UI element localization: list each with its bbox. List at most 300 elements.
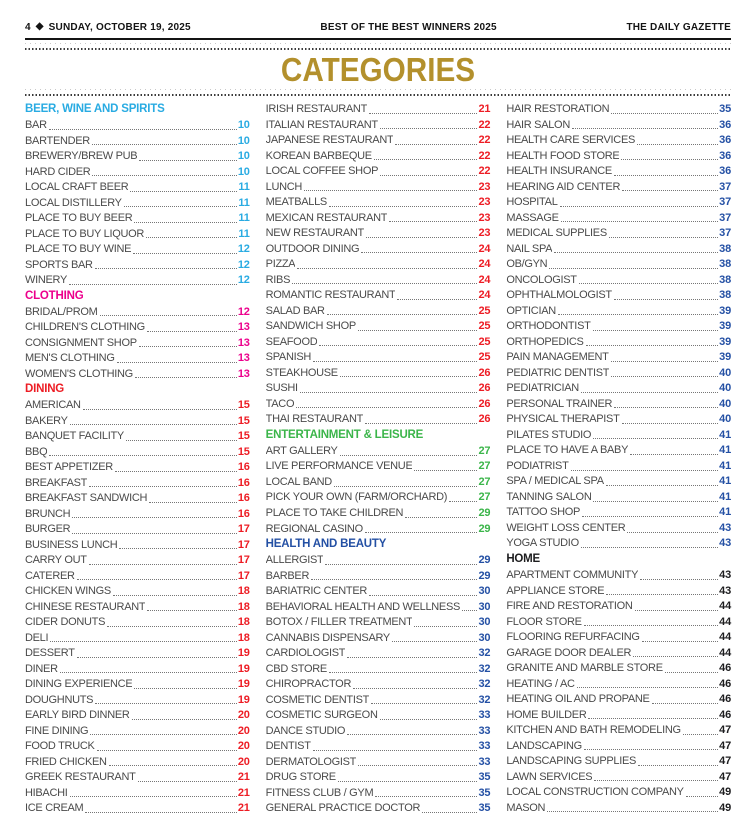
entry-label: WOMEN'S CLOTHING [25, 367, 133, 380]
index-entry [506, 181, 731, 194]
index-entry [506, 274, 731, 287]
dot-leader [72, 517, 237, 518]
entry-page-number: 41 [719, 475, 731, 488]
dot-leader [635, 610, 719, 611]
entry-page-number: 43 [719, 584, 731, 597]
entry-label: BURGER [25, 523, 71, 536]
entry-label: HEARING AID CENTER [506, 180, 621, 193]
entry-label: BBQ [25, 445, 48, 458]
dot-leader [593, 501, 718, 502]
index-entry [266, 382, 491, 395]
entry-label: CHICKEN WINGS [25, 585, 111, 598]
entry-page-number: 40 [719, 413, 731, 426]
page-title: CATEGORIES [280, 51, 476, 88]
index-entry [25, 647, 250, 660]
entry-page-number: 15 [237, 399, 250, 412]
entry-label: LOCAL BAND [265, 475, 332, 488]
index-entry [266, 212, 491, 225]
entry-page-number: 16 [237, 507, 250, 520]
index-entry [266, 413, 491, 426]
entry-page-number: 30 [478, 600, 491, 613]
index-entry [506, 258, 731, 271]
entry-label: GRANITE AND MARBLE STORE [506, 662, 663, 675]
entry-page-number: 40 [719, 366, 731, 379]
dot-leader [117, 362, 237, 363]
entry-page-number: 12 [237, 274, 250, 287]
entry-label: FITNESS CLUB / GYM [265, 786, 374, 799]
entry-label: ALLERGIST [265, 554, 324, 567]
index-entry [25, 756, 250, 769]
entry-page-number: 27 [478, 444, 491, 457]
index-entry [506, 212, 731, 225]
dot-leader [107, 626, 237, 627]
entry-label: PHYSICAL THERAPIST [506, 413, 620, 426]
entry-page-number: 11 [238, 181, 250, 194]
entry-page-number: 21 [237, 771, 250, 784]
entry-label: HARD CIDER [25, 165, 91, 178]
entry-page-number: 47 [719, 770, 731, 783]
entry-page-number: 30 [478, 585, 491, 598]
dot-leader [49, 129, 237, 130]
entry-label: SPANISH [265, 351, 312, 364]
entry-page-number: 38 [719, 258, 731, 271]
dot-leader [380, 128, 478, 129]
entry-label: PEDIATRIC DENTIST [506, 366, 610, 379]
dot-leader [311, 579, 477, 580]
index-entry [25, 678, 250, 691]
dot-leader [329, 672, 478, 673]
dot-leader [622, 190, 718, 191]
dot-leader [92, 175, 236, 176]
entry-page-number: 11 [238, 212, 250, 225]
dot-leader [606, 594, 718, 595]
dot-leader [147, 331, 237, 332]
entry-page-number: 29 [478, 506, 491, 519]
index-entry [266, 523, 491, 536]
entry-page-number: 30 [478, 631, 491, 644]
entry-page-number: 13 [237, 336, 250, 349]
dot-leader [549, 268, 718, 269]
index-entry [266, 398, 491, 411]
entry-label: BAKERY [25, 414, 68, 427]
dot-leader [304, 190, 477, 191]
dot-leader [139, 346, 237, 347]
dot-leader [462, 610, 477, 611]
dot-leader [584, 749, 718, 750]
entry-page-number: 17 [237, 554, 250, 567]
dot-leader [594, 780, 718, 781]
index-column-2 [266, 103, 491, 815]
index-entry [266, 771, 491, 784]
edition-title: BEST OF THE BEST WINNERS 2025 [320, 22, 497, 33]
index-entry [25, 492, 250, 505]
entry-label: RIBS [265, 273, 291, 286]
index-entry [25, 135, 250, 148]
index-entry [25, 771, 250, 784]
entry-label: FRIED CHICKEN [25, 755, 107, 768]
entry-label: HIBACHI [25, 786, 68, 799]
entry-label: MEATBALLS [265, 196, 327, 209]
entry-label: FLOOR STORE [506, 615, 582, 628]
dot-leader [109, 765, 237, 766]
entry-label: CBD STORE [265, 662, 327, 675]
entry-page-number: 27 [478, 460, 491, 473]
entry-page-number: 33 [478, 709, 491, 722]
dot-leader [353, 688, 477, 689]
index-column-3 [506, 103, 731, 815]
index-entry [25, 570, 250, 583]
index-entry [25, 632, 250, 645]
entry-label: LOCAL CRAFT BEER [25, 181, 129, 194]
entry-page-number: 19 [237, 662, 250, 675]
index-entry [25, 274, 250, 287]
entry-page-number: 37 [719, 196, 731, 209]
index-entry [506, 134, 731, 147]
index-entry [25, 477, 250, 490]
entry-label: PLACE TO BUY BEER [25, 212, 133, 225]
entry-label: DERMATOLOGIST [265, 755, 357, 768]
index-entry [266, 585, 491, 598]
entry-label: PIZZA [265, 258, 296, 271]
entry-page-number: 24 [478, 242, 491, 255]
dot-leader [637, 144, 718, 145]
entry-label: SPORTS BAR [25, 258, 93, 271]
entry-page-number: 44 [719, 646, 731, 659]
section-header: ENTERTAINMENT & LEISURE [265, 428, 424, 441]
dot-leader [49, 455, 236, 456]
dot-leader [581, 392, 718, 393]
entry-page-number: 35 [478, 786, 491, 799]
dot-leader [571, 470, 719, 471]
entry-page-number: 39 [719, 335, 731, 348]
index-entry [506, 367, 731, 380]
entry-label: HEALTH FOOD STORE [506, 149, 620, 162]
index-entry [266, 663, 491, 676]
entry-page-number: 38 [719, 289, 731, 302]
index-entry [506, 413, 731, 426]
entry-label: APARTMENT COMMUNITY [506, 569, 639, 582]
dot-leader [558, 314, 718, 315]
entry-label: CIDER DONUTS [25, 616, 106, 629]
dot-leader [100, 315, 237, 316]
dot-leader [611, 361, 719, 362]
index-entry [25, 709, 250, 722]
entry-label: LOCAL CONSTRUCTION COMPANY [506, 786, 684, 799]
entry-page-number: 33 [478, 724, 491, 737]
index-entry [25, 337, 250, 350]
index-entry [266, 196, 491, 209]
index-entry [266, 601, 491, 614]
entry-page-number: 23 [478, 211, 491, 224]
entry-label: DRUG STORE [265, 771, 336, 784]
dot-leader [665, 672, 718, 673]
entry-page-number: 41 [719, 428, 731, 441]
entry-page-number: 12 [237, 258, 250, 271]
dot-leader [319, 345, 477, 346]
entry-page-number: 36 [719, 134, 731, 147]
dot-leader [296, 407, 477, 408]
entry-page-number: 19 [237, 647, 250, 660]
dot-leader [139, 160, 236, 161]
entry-page-number: 24 [478, 289, 491, 302]
dot-leader [72, 533, 237, 534]
dot-leader [380, 719, 478, 720]
entry-page-number: 10 [237, 165, 250, 178]
dot-leader [611, 376, 718, 377]
index-entry [506, 196, 731, 209]
entry-page-number: 29 [478, 569, 491, 582]
entry-label: WEIGHT LOSS CENTER [506, 521, 626, 534]
entry-page-number: 39 [719, 351, 731, 364]
dot-leader [347, 734, 477, 735]
index-entry [25, 508, 250, 521]
entry-page-number: 36 [719, 118, 731, 131]
index-entry [506, 740, 731, 753]
index-entry [25, 166, 250, 179]
entry-page-number: 29 [478, 522, 491, 535]
dot-leader [313, 750, 478, 751]
entry-page-number: 17 [237, 523, 250, 536]
page-number: 4 [25, 22, 31, 33]
entry-label: BREWERY/BREW PUB [25, 150, 138, 163]
index-entry [266, 756, 491, 769]
dot-leader [614, 299, 718, 300]
index-entry [266, 181, 491, 194]
entry-label: COSMETIC DENTIST [265, 693, 370, 706]
entry-label: PLACE TO BUY WINE [25, 243, 132, 256]
entry-page-number: 41 [719, 506, 731, 519]
entry-page-number: 49 [719, 801, 731, 814]
entry-label: BANQUET FACILITY [25, 430, 124, 443]
index-entry [266, 694, 491, 707]
index-entry [266, 678, 491, 691]
entry-label: CANNABIS DISPENSARY [265, 631, 390, 644]
index-entry [506, 506, 731, 519]
dot-leader [638, 765, 718, 766]
entry-label: REGIONAL CASINO [265, 522, 363, 535]
entry-label: GREEK RESTAURANT [25, 771, 136, 784]
index-entry [506, 398, 731, 411]
index-entry [25, 415, 250, 428]
dot-leader [371, 703, 477, 704]
index-entry [25, 259, 250, 272]
entry-page-number: 12 [237, 243, 250, 256]
index-entry [506, 693, 731, 706]
index-entry [506, 585, 731, 598]
index-entry [266, 258, 491, 271]
entry-label: TACO [265, 397, 295, 410]
dot-leader [414, 470, 477, 471]
index-entry [266, 320, 491, 333]
entry-label: SALAD BAR [265, 304, 325, 317]
entry-label: HEALTH INSURANCE [506, 165, 612, 178]
entry-label: CHINESE RESTAURANT [25, 600, 146, 613]
dot-leader [652, 703, 719, 704]
dot-leader [577, 687, 719, 688]
entry-page-number: 17 [237, 569, 250, 582]
entry-page-number: 17 [237, 538, 250, 551]
dot-leader [582, 516, 718, 517]
entry-label: CARRY OUT [25, 554, 87, 567]
entry-page-number: 11 [238, 196, 250, 209]
dot-leader [60, 672, 237, 673]
dot-leader [611, 113, 718, 114]
index-entry [266, 351, 491, 364]
entry-label: PLACE TO HAVE A BABY [506, 444, 629, 457]
entry-page-number: 43 [719, 521, 731, 534]
dot-leader [633, 656, 718, 657]
entry-page-number: 33 [478, 755, 491, 768]
entry-page-number: 24 [478, 273, 491, 286]
index-entry [266, 725, 491, 738]
dot-leader [77, 657, 237, 658]
entry-page-number: 37 [719, 180, 731, 193]
entry-label: DINER [25, 662, 58, 675]
index-entry [266, 632, 491, 645]
decorative-rule-bottom [25, 89, 731, 96]
dot-leader [338, 781, 478, 782]
entry-label: OPHTHALMOLOGIST [506, 289, 612, 302]
index-entry [266, 802, 491, 815]
dot-leader [366, 237, 478, 238]
entry-page-number: 22 [478, 165, 491, 178]
entry-label: MEN'S CLOTHING [25, 352, 115, 365]
index-entry [266, 445, 491, 458]
entry-label: ART GALLERY [265, 444, 338, 457]
index-entry [506, 522, 731, 535]
index-entry [266, 134, 491, 147]
entry-page-number: 44 [719, 631, 731, 644]
entry-label: BUSINESS LUNCH [25, 538, 118, 551]
entry-label: OPTICIAN [506, 304, 556, 317]
index-entry [25, 306, 250, 319]
index-entry [506, 150, 731, 163]
entry-page-number: 43 [719, 537, 731, 550]
entry-label: HEATING OIL AND PROPANE [506, 693, 650, 706]
entry-page-number: 46 [719, 693, 731, 706]
index-entry [506, 631, 731, 644]
entry-page-number: 24 [478, 258, 491, 271]
dot-leader [593, 438, 718, 439]
entry-label: SANDWICH SHOP [265, 320, 356, 333]
entry-label: TANNING SALON [506, 490, 592, 503]
entry-page-number: 13 [237, 367, 250, 380]
entry-label: DENTIST [265, 740, 311, 753]
entry-label: ORTHODONTIST [506, 320, 591, 333]
index-entry [25, 802, 250, 815]
dot-leader [369, 113, 477, 114]
entry-label: ROMANTIC RESTAURANT [265, 289, 396, 302]
section-header: HOME [506, 552, 541, 565]
index-entry [506, 103, 731, 116]
index-entry [506, 382, 731, 395]
entry-page-number: 20 [237, 724, 250, 737]
entry-page-number: 32 [478, 693, 491, 706]
dot-leader [414, 626, 477, 627]
entry-label: APPLIANCE STORE [506, 584, 605, 597]
index-entry [266, 103, 491, 116]
dot-leader [313, 361, 477, 362]
entry-label: BRUNCH [25, 507, 71, 520]
entry-page-number: 44 [719, 600, 731, 613]
entry-label: PICK YOUR OWN (FARM/ORCHARD) [265, 491, 448, 504]
dot-leader [115, 471, 237, 472]
entry-page-number: 18 [237, 585, 250, 598]
dot-leader [614, 175, 718, 176]
dot-leader [90, 734, 237, 735]
entry-label: KOREAN BARBEQUE [265, 149, 372, 162]
index-entry [25, 539, 250, 552]
index-entry [506, 709, 731, 722]
diamond-icon: ◆ [35, 21, 44, 32]
entry-page-number: 16 [237, 492, 250, 505]
entry-label: HOSPITAL [506, 196, 558, 209]
dot-leader [329, 206, 478, 207]
dot-leader [95, 268, 237, 269]
dot-leader [83, 409, 237, 410]
entry-page-number: 36 [719, 165, 731, 178]
entry-page-number: 18 [237, 631, 250, 644]
dot-leader [70, 424, 237, 425]
dot-leader [380, 175, 477, 176]
dot-leader [630, 454, 718, 455]
entry-label: SPA / MEDICAL SPA [506, 475, 604, 488]
entry-page-number: 15 [237, 445, 250, 458]
entry-page-number: 46 [719, 662, 731, 675]
entry-label: DOUGHNUTS [25, 693, 94, 706]
entry-label: KITCHEN AND BATH REMODELING [506, 724, 681, 737]
dot-leader [609, 237, 718, 238]
dot-leader [97, 750, 237, 751]
dot-leader [572, 128, 718, 129]
dot-leader [85, 812, 236, 813]
index-entry [25, 740, 250, 753]
entry-page-number: 23 [478, 227, 491, 240]
dot-leader [138, 781, 237, 782]
index-entry [266, 274, 491, 287]
entry-page-number: 38 [719, 273, 731, 286]
entry-page-number: 35 [719, 103, 731, 115]
index-entry [266, 616, 491, 629]
entry-label: TATTOO SHOP [506, 506, 581, 519]
entry-label: HAIR RESTORATION [506, 103, 610, 115]
dot-leader [405, 517, 477, 518]
index-entry [266, 305, 491, 318]
entry-page-number: 22 [478, 149, 491, 162]
dot-leader [395, 144, 477, 145]
entry-label: GARAGE DOOR DEALER [506, 646, 632, 659]
dot-leader [365, 532, 478, 533]
entry-page-number: 35 [478, 771, 491, 784]
entry-page-number: 40 [719, 397, 731, 410]
entry-label: PAIN MANAGEMENT [506, 351, 609, 364]
index-entry [25, 197, 250, 210]
entry-page-number: 47 [719, 739, 731, 752]
entry-label: CATERER [25, 569, 75, 582]
entry-page-number: 21 [237, 802, 250, 815]
dot-leader [593, 330, 719, 331]
entry-page-number: 22 [478, 118, 491, 131]
index-entry [25, 399, 250, 412]
entry-label: COSMETIC SURGEON [265, 709, 378, 722]
dot-leader [627, 532, 718, 533]
entry-page-number: 15 [237, 414, 250, 427]
entry-label: BRIDAL/PROM [25, 305, 98, 318]
index-entry [266, 570, 491, 583]
entry-label: HAIR SALON [506, 118, 570, 131]
entry-label: ITALIAN RESTAURANT [265, 118, 378, 131]
entry-page-number: 46 [719, 677, 731, 690]
